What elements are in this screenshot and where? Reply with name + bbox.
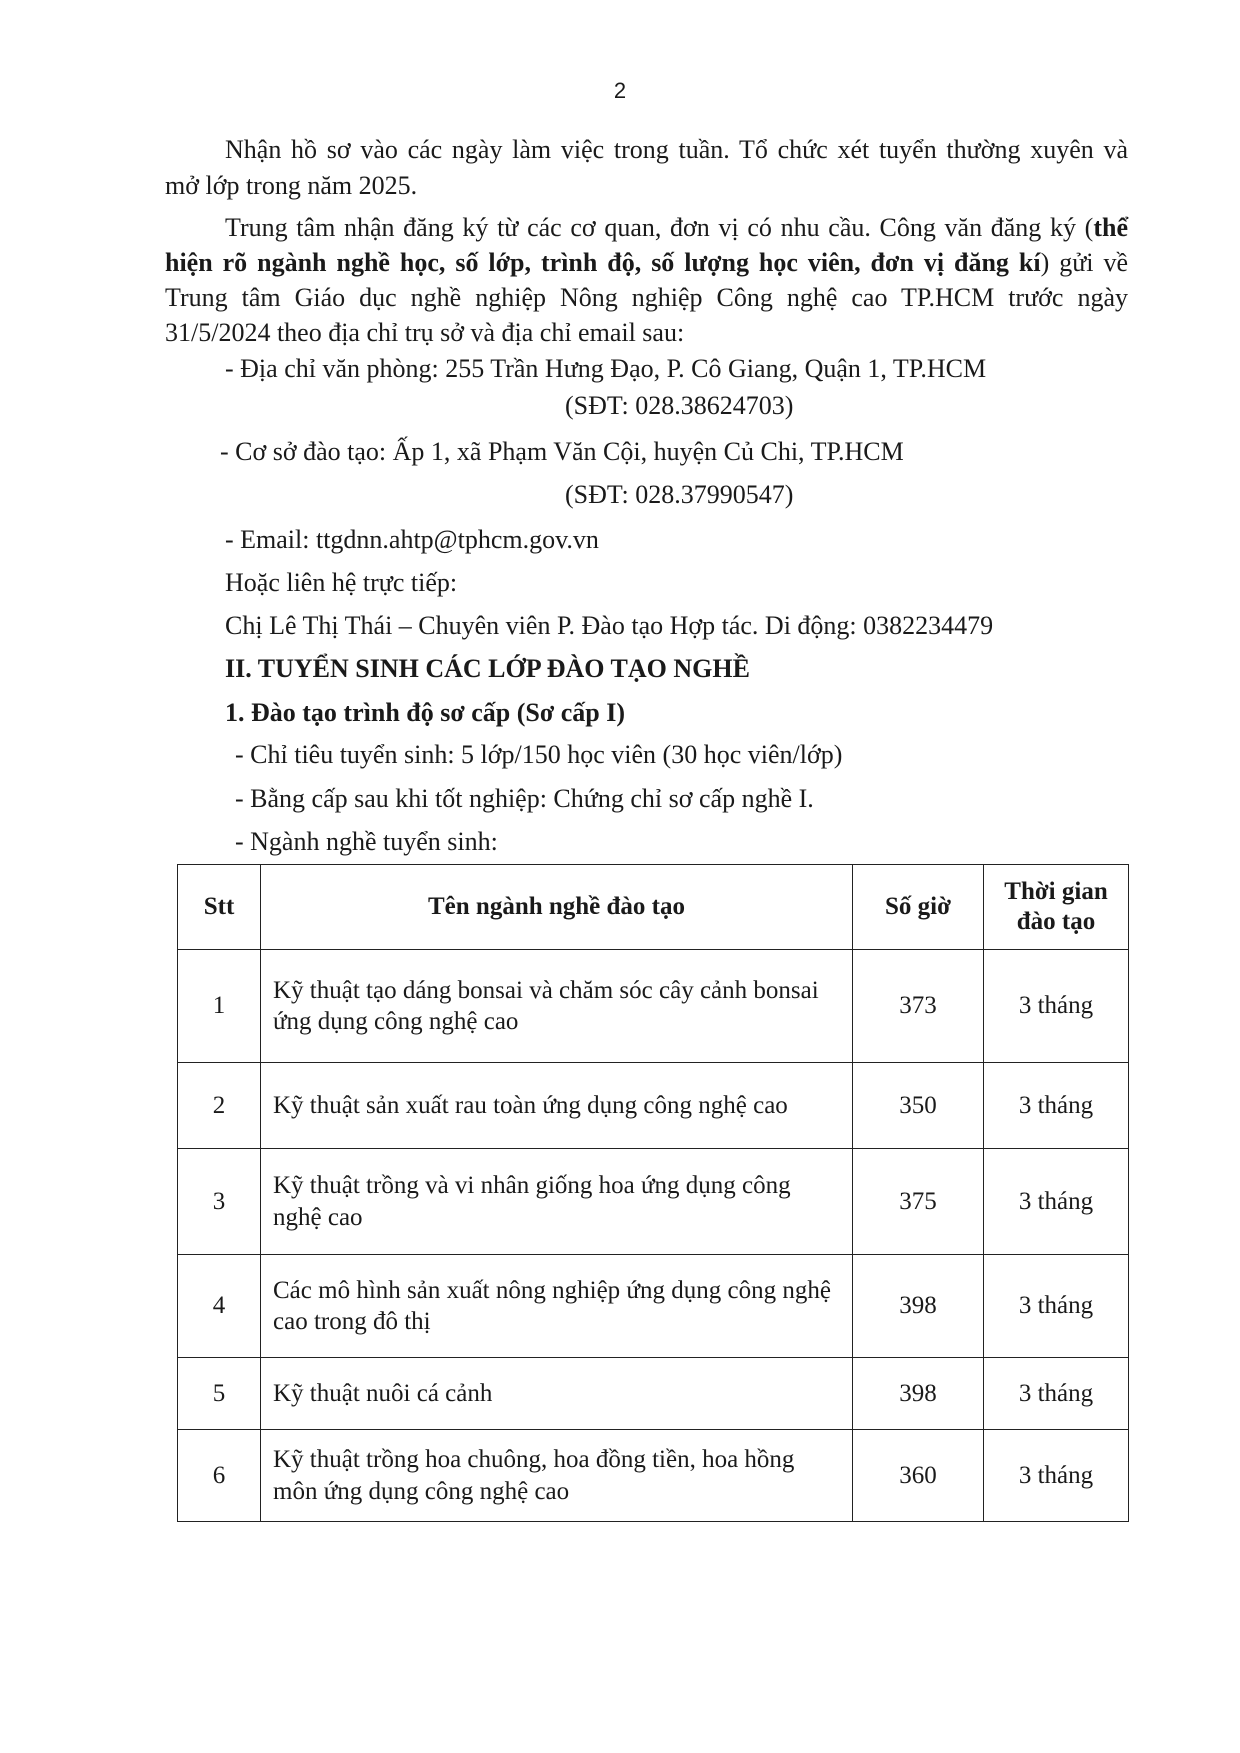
row-stt: 5 [178,1358,261,1430]
table-row [178,950,1129,1063]
row-stt: 2 [178,1063,261,1149]
paragraph-2-line-2 [165,250,1128,276]
row-stt: 3 [178,1149,261,1255]
table-row [178,1255,1129,1358]
header-duration [984,865,1129,950]
row-duration: 3 tháng [984,950,1129,1063]
table-row [178,1063,1129,1149]
paragraph-2-line-4: 31/5/2024 theo địa chỉ trụ sở và địa chỉ email sau: [165,318,685,347]
table-row [178,1430,1129,1522]
quota-line: - Chỉ tiêu tuyển sinh: 5 lớp/150 học viên (30 học viên/lớp) [235,740,843,769]
row-duration: 3 tháng [984,1149,1129,1255]
row-duration: 3 tháng [984,1358,1129,1430]
row-duration: 3 tháng [984,1255,1129,1358]
direct-contact-person: Chị Lê Thị Thái – Chuyên viên P. Đào tạo Hợp tác. Di động: 0382234479 [225,611,994,640]
table-row [178,1358,1129,1430]
row-hours: 360 [853,1430,984,1522]
row-duration: 3 tháng [984,1063,1129,1149]
courses-table [177,864,1129,1522]
header-duration-line-2: đào tạo [1016,908,1096,935]
paragraph-2-emphasis: hiện rõ ngành nghề học, số lớp, trình độ, số lượng học viên, đơn vị đăng kí [165,248,1041,277]
table-row [178,1149,1129,1255]
subsection-heading: 1. Đào tạo trình độ sơ cấp (Sơ cấp I) [225,698,626,727]
row-course-name: Kỹ thuật nuôi cá cảnh [261,1358,853,1430]
header-course-name: Tên ngành nghề đào tạo [261,865,853,950]
row-hours: 398 [853,1358,984,1430]
row-hours: 373 [853,950,984,1063]
office-address: - Địa chỉ văn phòng: 255 Trần Hưng Đạo, P. Cô Giang, Quận 1, TP.HCM [225,354,987,383]
row-course-name: Kỹ thuật tạo dáng bonsai và chăm sóc cây cảnh bonsai ứng dụng công nghệ cao [261,950,853,1063]
header-stt: Stt [178,865,261,950]
row-stt: 6 [178,1430,261,1522]
row-course-name: Các mô hình sản xuất nông nghiệp ứng dụng công nghệ cao trong đô thị [261,1255,853,1358]
paragraph-2-line-2-rest: ) gửi về [1040,248,1129,277]
campus-address: - Cơ sở đào tạo: Ấp 1, xã Phạm Văn Cội, huyện Củ Chi, TP.HCM [220,437,904,466]
office-phone: (SĐT: 028.38624703) [565,391,794,420]
row-stt: 4 [178,1255,261,1358]
email-line: - Email: ttgdnn.ahtp@tphcm.gov.vn [225,525,599,554]
paragraph-1-line-1: Nhận hồ sơ vào các ngày làm việc trong tuần. Tổ chức xét tuyển thường xuyên và [225,135,1128,164]
row-course-name: Kỹ thuật sản xuất rau toàn ứng dụng công nghệ cao [261,1063,853,1149]
row-duration: 3 tháng [984,1430,1129,1522]
campus-phone: (SĐT: 028.37990547) [565,480,794,509]
section-heading: II. TUYỂN SINH CÁC LỚP ĐÀO TẠO NGHỀ [225,654,750,683]
page-number: 2 [613,78,627,103]
paragraph-2-line-1-text: Trung tâm nhận đăng ký từ các cơ quan, đơn vị có nhu cầu. Công văn đăng ký ( [225,213,1094,242]
degree-line: - Bằng cấp sau khi tốt nghiệp: Chứng chỉ sơ cấp nghề I. [235,784,814,813]
row-hours: 398 [853,1255,984,1358]
majors-line: - Ngành nghề tuyển sinh: [235,827,498,856]
header-duration-line-1: Thời gian [1004,878,1108,905]
paragraph-1-line-2: mở lớp trong năm 2025. [165,171,418,200]
paragraph-2-line-1-bold: thể [1093,213,1128,242]
direct-contact-label: Hoặc liên hệ trực tiếp: [225,568,458,597]
row-hours: 375 [853,1149,984,1255]
header-hours: Số giờ [853,865,984,950]
row-hours: 350 [853,1063,984,1149]
paragraph-2-line-1 [225,215,1128,241]
table-header-row [178,865,1129,950]
row-course-name: Kỹ thuật trồng hoa chuông, hoa đồng tiền, hoa hồng môn ứng dụng công nghệ cao [261,1430,853,1522]
row-stt: 1 [178,950,261,1063]
row-course-name: Kỹ thuật trồng và vi nhân giống hoa ứng dụng công nghệ cao [261,1149,853,1255]
paragraph-2-line-3: Trung tâm Giáo dục nghề nghiệp Nông nghiệp Công nghệ cao TP.HCM trước ngày [165,283,1128,312]
